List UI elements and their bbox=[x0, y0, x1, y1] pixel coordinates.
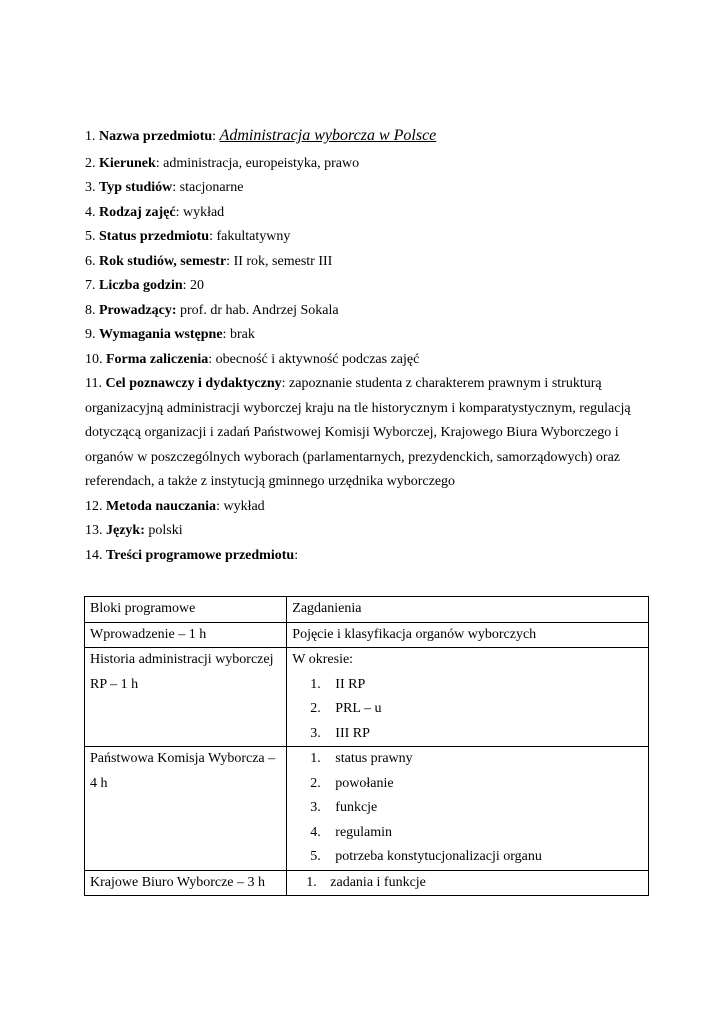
block-label: RP – 1 h bbox=[90, 676, 139, 692]
list-item bbox=[292, 796, 643, 821]
item-number: 9. bbox=[85, 327, 96, 342]
list-item-text: zadania i funkcje bbox=[330, 874, 426, 890]
item-hours: 7. Liczba godzin: 20 bbox=[85, 278, 205, 293]
list-item bbox=[292, 821, 643, 846]
table-header-row bbox=[85, 597, 649, 623]
item-program-content: 14. Treści programowe przedmiotu: bbox=[85, 548, 299, 563]
item-label: Cel poznawczy i dydaktyczny bbox=[105, 376, 282, 391]
topic-text: Pojęcie i klasyfikacja organów wyborczych bbox=[292, 626, 537, 642]
list-item-number: 1. bbox=[306, 874, 317, 890]
block-cell bbox=[85, 648, 287, 747]
item-number: 11. bbox=[85, 376, 102, 391]
item-year-semester: 6. Rok studiów, semestr: II rok, semestr III bbox=[85, 254, 333, 269]
item-field-of-study: 2. Kierunek: administracja, europeistyka, prawo bbox=[85, 156, 360, 171]
list-item-text: powołanie bbox=[335, 775, 394, 791]
item-subject-status: 5. Status przedmiotu: fakultatywny bbox=[85, 229, 291, 244]
topic-list bbox=[292, 871, 643, 896]
item-number: 5. bbox=[85, 229, 96, 244]
item-value-continuation: organów w poszczególnych wyborach (parlamentarnych, prezydenckich, samorządowych) oraz bbox=[85, 450, 621, 465]
list-item-number: 1. bbox=[310, 751, 321, 766]
item-value-continuation: organizacyjną administracji wyborczej kraju na tle historycznym i komparatystycznym, regulacją bbox=[85, 401, 631, 416]
table-header-cell: Bloki programowe bbox=[85, 597, 287, 623]
topic-list bbox=[292, 673, 643, 747]
item-label: Rodzaj zajęć bbox=[99, 205, 176, 220]
item-value-continuation: referendach, a także z instytucją gminnego urzędnika wyborczego bbox=[85, 474, 456, 489]
table-row bbox=[85, 870, 649, 896]
table-row bbox=[85, 747, 649, 871]
list-item-text: funkcje bbox=[335, 800, 378, 815]
item-number: 8. bbox=[85, 303, 96, 318]
item-label: Rok studiów, semestr bbox=[99, 254, 227, 269]
item-label: Forma zaliczenia bbox=[106, 352, 209, 367]
list-item-text: II RP bbox=[335, 676, 366, 692]
item-study-type: 3. Typ studiów: stacjonarne bbox=[85, 180, 244, 195]
item-number: 2. bbox=[85, 156, 96, 171]
item-value: prof. dr hab. Andrzej Sokala bbox=[180, 303, 339, 318]
item-value: 20 bbox=[190, 278, 205, 293]
subject-title: Administracja wyborcza w Polsce bbox=[219, 127, 437, 144]
topic-text: W okresie: bbox=[292, 652, 354, 667]
topic-cell bbox=[287, 622, 649, 648]
item-value: polski bbox=[148, 523, 183, 538]
item-class-type: 4. Rodzaj zajęć: wykład bbox=[85, 205, 225, 220]
item-label: Status przedmiotu bbox=[99, 229, 210, 244]
list-item-text: PRL – u bbox=[335, 701, 382, 716]
item-label: Wymagania wstępne bbox=[99, 327, 223, 342]
block-label: Krajowe Biuro Wyborcze – 3 h bbox=[90, 874, 266, 890]
item-value: wykład bbox=[223, 499, 265, 514]
item-value: brak bbox=[229, 327, 255, 342]
list-item-number: 3. bbox=[310, 800, 321, 815]
item-value: administracja, europeistyka, prawo bbox=[163, 156, 360, 171]
item-number: 7. bbox=[85, 278, 96, 293]
table-header-cell: Zagdanienia bbox=[287, 597, 649, 623]
item-number: 12. bbox=[85, 499, 103, 514]
block-label: 4 h bbox=[90, 775, 108, 791]
item-label: Kierunek bbox=[99, 156, 156, 171]
topic-list bbox=[292, 747, 643, 870]
topic-cell bbox=[287, 648, 649, 747]
list-item-text: regulamin bbox=[335, 824, 393, 840]
item-label: Nazwa przedmiotu bbox=[99, 129, 213, 144]
block-cell bbox=[85, 747, 287, 871]
item-label: Typ studiów bbox=[99, 180, 173, 195]
block-cell bbox=[85, 622, 287, 648]
list-item bbox=[292, 697, 643, 722]
item-number: 1. bbox=[85, 129, 96, 144]
item-number: 3. bbox=[85, 180, 96, 195]
item-value: fakultatywny bbox=[216, 229, 291, 244]
item-value: stacjonarne bbox=[179, 180, 244, 195]
item-assessment-form: 10. Forma zaliczenia: obecność i aktywność podczas zajęć bbox=[85, 352, 420, 367]
list-item-text: III RP bbox=[335, 725, 370, 741]
block-label: Państwowa Komisja Wyborcza – bbox=[90, 751, 276, 766]
item-language bbox=[85, 522, 655, 540]
item-objectives: 11. Cel poznawczy i dydaktyczny: zapoznanie studenta z charakterem prawnym i strukturą bbox=[85, 376, 602, 391]
list-item bbox=[292, 747, 643, 772]
item-number: 6. bbox=[85, 254, 96, 269]
item-number: 13. bbox=[85, 523, 103, 538]
item-label: Prowadzący: bbox=[99, 303, 177, 318]
item-value: wykład bbox=[182, 205, 225, 220]
item-value-continuation: dotyczącą organizacji i zadań Państwowej Komisji Wyborczej, Krajowego Biura Wyborczego i bbox=[85, 425, 619, 440]
item-label: Treści programowe przedmiotu bbox=[106, 548, 295, 563]
item-teaching-method: 12. Metoda nauczania: wykład bbox=[85, 499, 265, 514]
block-label: Wprowadzenie – 1 h bbox=[90, 626, 207, 642]
list-item-number: 1. bbox=[310, 676, 321, 692]
block-cell bbox=[85, 870, 287, 896]
item-label: Liczba godzin bbox=[99, 278, 183, 293]
list-item bbox=[292, 673, 643, 698]
program-table bbox=[84, 596, 649, 896]
block-label: Historia administracji wyborczej bbox=[90, 652, 274, 667]
item-lecturer bbox=[85, 302, 655, 320]
item-value: obecność i aktywność podczas zajęć bbox=[215, 352, 420, 367]
item-subject-name: 1. Nazwa przedmiotu: Administracja wyborcza w Polsce bbox=[85, 127, 437, 144]
list-item-number: 4. bbox=[310, 824, 321, 840]
topic-cell bbox=[287, 870, 649, 896]
item-number: 14. bbox=[85, 548, 103, 563]
item-number: 4. bbox=[85, 205, 96, 220]
list-item-number: 3. bbox=[310, 725, 321, 741]
list-item-number: 5. bbox=[310, 849, 321, 864]
list-item bbox=[292, 722, 643, 747]
table-row bbox=[85, 622, 649, 648]
item-value: II rok, semestr III bbox=[233, 254, 333, 269]
item-value: zapoznanie studenta z charakterem prawnym i strukturą bbox=[289, 376, 602, 391]
item-label: Język: bbox=[106, 523, 145, 538]
list-item bbox=[292, 845, 643, 870]
list-item-number: 2. bbox=[310, 775, 321, 791]
item-label: Metoda nauczania bbox=[106, 499, 217, 514]
list-item bbox=[292, 772, 643, 797]
list-item-number: 2. bbox=[310, 701, 321, 716]
topic-cell bbox=[287, 747, 649, 871]
item-number: 10. bbox=[85, 352, 103, 367]
item-prerequisites: 9. Wymagania wstępne: brak bbox=[85, 327, 255, 342]
table-row bbox=[85, 648, 649, 747]
list-item-text: status prawny bbox=[335, 751, 413, 766]
list-item bbox=[292, 871, 643, 896]
list-item-text: potrzeba konstytucjonalizacji organu bbox=[335, 849, 542, 864]
